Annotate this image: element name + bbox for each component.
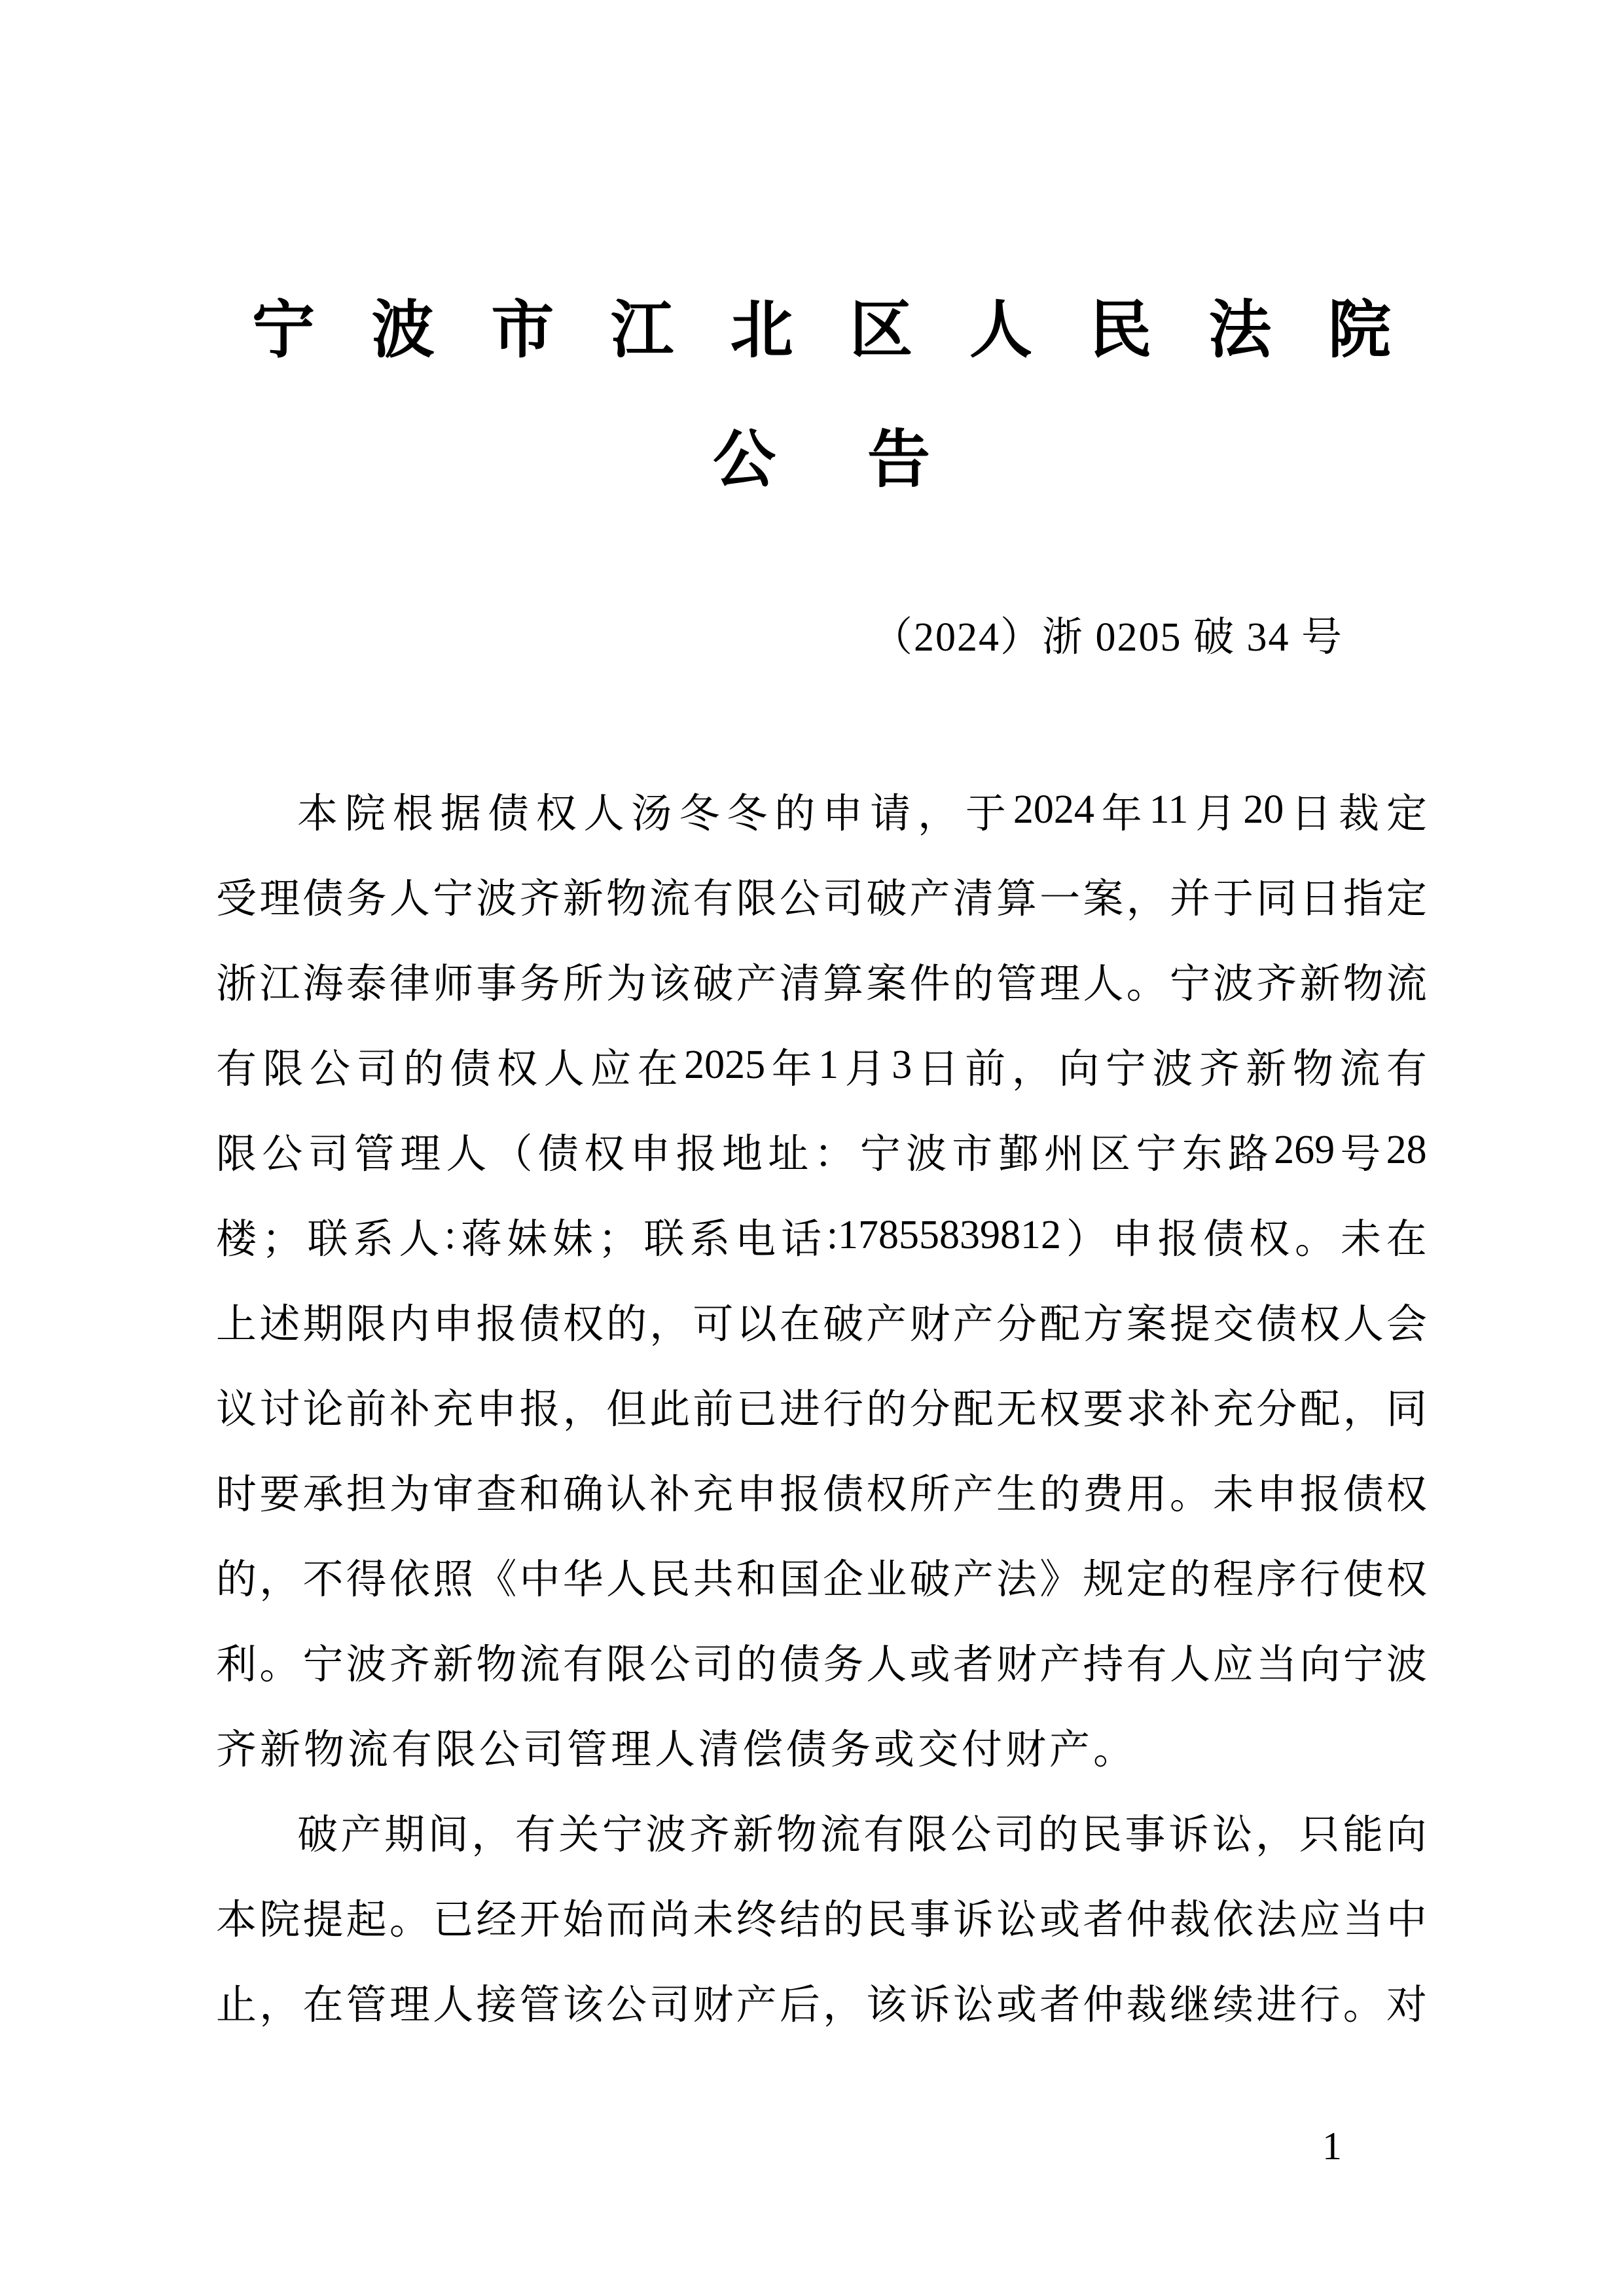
- body-line: 议 讨 论 前 补 充 申 报 ， 但 此 前 已 进 行 的 分 配 无 权 要 求 补 充 分 配 ， 同: [216, 1387, 1427, 1432]
- body-line: 受 理 债 务 人 宁 波 齐 新 物 流 有 限 公 司 破 产 清 算 一 案 ， 并 于 同 日 指 定: [216, 876, 1427, 922]
- body-line: 有 限 公 司 的 债 权 人 应 在 2025 年 1 月 3 日 前 ， 向 宁 波 齐 新 物 流 有: [216, 1042, 1427, 1092]
- body-line: 本 院 提 起 。 已 经 开 始 而 尚 未 终 结 的 民 事 诉 讼 或 者 仲 裁 依 法 应 当 中: [216, 1897, 1427, 1943]
- paragraph-2: [216, 1788, 1427, 2043]
- body-line: 限 公 司 管 理 人 （ 债 权 申 报 地 址 ： 宁 波 市 鄞 州 区 宁 东 路 269 号 28: [216, 1127, 1427, 1177]
- document-body: [216, 767, 1427, 2043]
- body-line: 本 院 根 据 债 权 人 汤 冬 冬 的 申 请 ， 于 2024 年 11 月 20 日 裁 定: [216, 787, 1427, 836]
- body-line: 利 。 宁 波 齐 新 物 流 有 限 公 司 的 债 务 人 或 者 财 产 持 有 人 应 当 向 宁 波: [216, 1642, 1427, 1687]
- doc-type-title: 公 告: [713, 425, 930, 495]
- body-line: 的 ， 不 得 依 照 《 中 华 人 民 共 和 国 企 业 破 产 法 》 规 定 的 程 序 行 使 权: [216, 1557, 1427, 1602]
- page-number: 1: [1322, 2125, 1342, 2168]
- body-line: 楼 ； 联 系 人 : 蒋 妹 妹 ； 联 系 电 话 :17855839812 ） 申 报 债 权 。 未 在: [216, 1212, 1427, 1262]
- body-line: 浙 江 海 泰 律 师 事 务 所 为 该 破 产 清 算 案 件 的 管 理 人 。 宁 波 齐 新 物 流: [216, 961, 1427, 1007]
- paragraph-1: [216, 767, 1427, 1788]
- court-title: 宁 波 市 江 北 区 人 民 法 院: [252, 295, 1391, 365]
- body-line: 破 产 期 间 ， 有 关 宁 波 齐 新 物 流 有 限 公 司 的 民 事 诉 讼 ， 只 能 向: [216, 1812, 1427, 1857]
- body-line: 时 要 承 担 为 审 查 和 确 认 补 充 申 报 债 权 所 产 生 的 费 用 。 未 申 报 债 权: [216, 1472, 1427, 1517]
- body-line: 齐新物流有限公司管理人清偿债务或交付财产。: [216, 1727, 1138, 1772]
- case-number: （2024）浙 0205 破 34 号: [871, 615, 1343, 660]
- body-line: 上 述 期 限 内 申 报 债 权 的 ， 可 以 在 破 产 财 产 分 配 方 案 提 交 债 权 人 会: [216, 1302, 1427, 1347]
- body-line: 止 ， 在 管 理 人 接 管 该 公 司 财 产 后 ， 该 诉 讼 或 者 仲 裁 继 续 进 行 。 对: [216, 1982, 1427, 2028]
